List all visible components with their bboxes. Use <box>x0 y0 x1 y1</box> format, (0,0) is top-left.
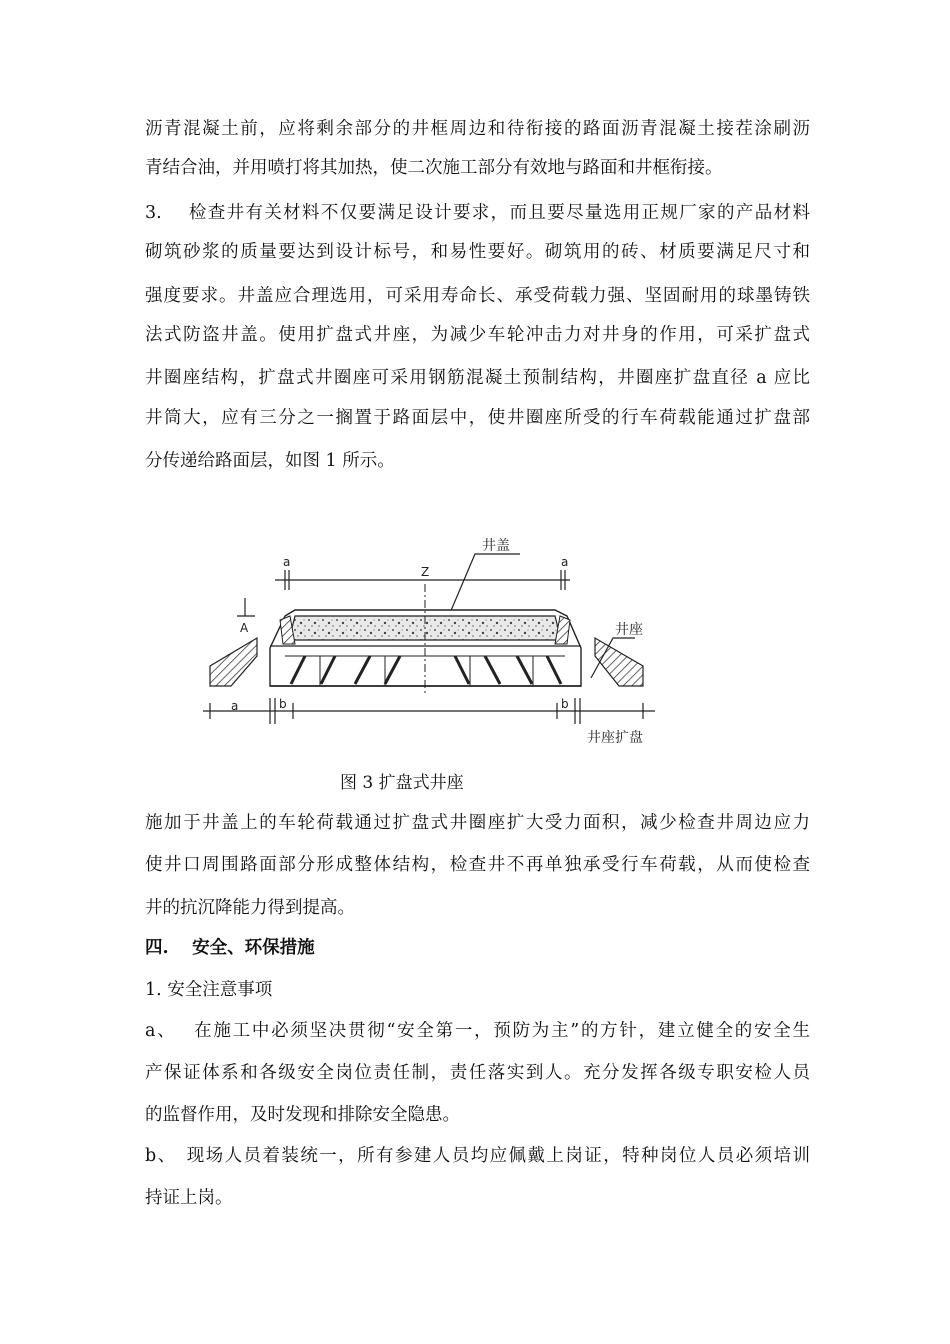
label-a-bottom-left: a <box>231 699 239 713</box>
figure-caption: 图 3 扩盘式井座 <box>340 773 464 793</box>
left-flange <box>210 638 257 686</box>
label-b-bottom-left: b <box>279 697 287 711</box>
paragraph-1-line-2: 青结合油，并用喷打将其加热，使二次施工部分有效地与路面和井框衔接。 <box>145 158 723 178</box>
manhole-seat-diagram <box>195 528 675 758</box>
label-b-bottom-right: b <box>561 697 569 711</box>
paragraph-3-line-3: 井的抗沉降能力得到提高。 <box>145 898 355 918</box>
section-4-heading: 四. 安全、环保措施 <box>145 938 315 958</box>
label-A: A <box>240 621 249 635</box>
paragraph-2-line-3: 强度要求。井盖应合理选用，可采用寿命长、承受荷载力强、坚固耐用的球墨铸铁 <box>145 286 810 306</box>
item-b-line-2: 持证上岗。 <box>145 1188 233 1208</box>
label-a-top-right: a <box>561 555 569 569</box>
item-a-line-3: 的监督作用，及时发现和排除安全隐患。 <box>145 1105 460 1125</box>
paragraph-1-line-1: 沥青混凝土前，应将剩余部分的井框周边和待衔接的路面沥青混凝土接茬涂刷沥 <box>145 119 810 139</box>
label-cover: 井盖 <box>482 538 510 554</box>
right-flange <box>595 638 643 686</box>
paragraph-3-line-2: 使井口周围路面部分形成整体结构，检查井不再单独承受行车荷载，从而使检查 <box>145 855 810 875</box>
paragraph-2-line-6: 井筒大，应有三分之一搁置于路面层中，使井圈座所受的行车荷载能通过扩盘部 <box>145 408 810 428</box>
label-a-top-left: a <box>283 555 291 569</box>
label-seat: 井座 <box>615 622 643 638</box>
paragraph-2-line-5: 井圈座结构，扩盘式井圈座可采用钢筋混凝土预制结构，井圈座扩盘直径 a 应比 <box>145 368 810 388</box>
paragraph-2-line-4: 法式防盗井盖。使用扩盘式井座，为减少车轮冲击力对井身的作用，可采扩盘式 <box>145 325 810 345</box>
section-4-subheading-1: 1. 安全注意事项 <box>145 980 273 1000</box>
paragraph-2-line-1: 3. 检查井有关材料不仅要满足设计要求，而且要尽量选用正规厂家的产品材料 <box>145 203 810 223</box>
label-z: Z <box>421 565 430 579</box>
item-b-line-1: b、 现场人员着装统一，所有参建人员均应佩戴上岗证，特种岗位人员必须培训 <box>145 1146 810 1166</box>
item-a-line-2: 产保证体系和各级安全岗位责任制，责任落实到人。充分发挥各级专职安检人员 <box>145 1063 810 1083</box>
paragraph-2-line-2: 砌筑砂浆的质量要达到设计标号，和易性要好。砌筑用的砖、材质要满足尺寸和 <box>145 242 810 262</box>
paragraph-2-line-7: 分传递给路面层，如图 1 所示。 <box>145 451 395 471</box>
paragraph-3-line-1: 施加于井盖上的车轮荷载通过扩盘式井圈座扩大受力面积，减少检查井周边应力 <box>145 813 810 833</box>
label-seat-expand: 井座扩盘 <box>587 730 643 746</box>
item-a-line-1: a、 在施工中必须坚决贯彻“安全第一，预防为主”的方针，建立健全的安全生 <box>145 1021 810 1041</box>
